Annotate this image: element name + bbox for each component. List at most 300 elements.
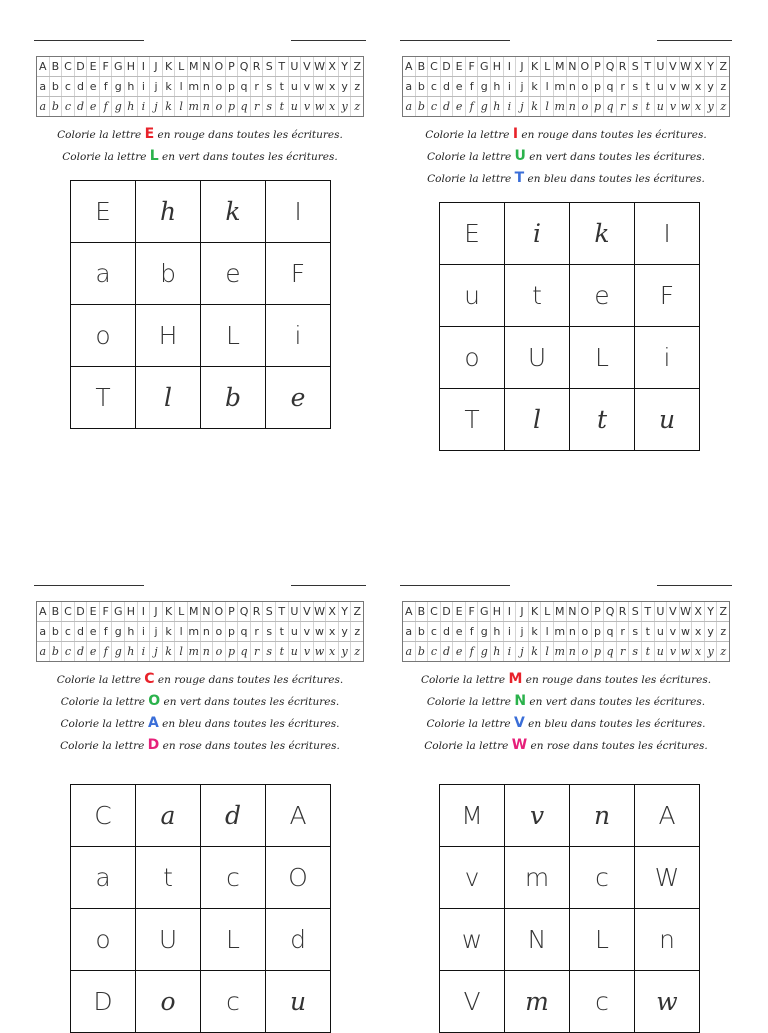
alphabet-letter: v — [301, 642, 314, 661]
grid-cell[interactable]: u — [635, 389, 700, 451]
alphabet-letter: b — [416, 97, 429, 116]
alphabet-letter: h — [125, 97, 138, 116]
alphabet-letter: e — [87, 622, 100, 641]
alphabet-letter: I — [504, 602, 517, 621]
alphabet-letter: c — [62, 642, 75, 661]
instruction-text: en rouge dans toutes les écritures. — [522, 674, 712, 686]
alphabet-row-lowercase — [37, 77, 363, 97]
grid-cell[interactable]: D — [71, 971, 136, 1033]
alphabet-letter: j — [516, 77, 529, 96]
alphabet-letter: x — [692, 642, 705, 661]
grid-cell[interactable]: L — [570, 909, 635, 971]
alphabet-letter: D — [75, 57, 88, 76]
alphabet-letter: B — [50, 57, 63, 76]
alphabet-letter: z — [354, 625, 361, 638]
alphabet-letter: p — [592, 77, 605, 96]
alphabet-letter: a — [403, 77, 416, 96]
grid-row — [440, 971, 700, 1033]
alphabet-letter: y — [339, 622, 352, 641]
alphabet-letter: v — [667, 77, 680, 96]
grid-cell[interactable]: T — [71, 367, 136, 429]
alphabet-letter: C — [428, 602, 441, 621]
alphabet-letter: p — [226, 622, 239, 641]
instruction-text: Colorie la lettre — [420, 674, 509, 686]
grid-cell[interactable]: h — [136, 181, 201, 243]
alphabet-letter: z — [354, 100, 361, 113]
alphabet-letter: r — [251, 77, 264, 96]
alphabet-letter: z — [354, 80, 361, 93]
name-date-lines — [396, 575, 736, 589]
grid-cell[interactable]: A — [266, 785, 331, 847]
alphabet-letter: A — [37, 57, 50, 76]
instruction-text: Colorie la lettre — [60, 718, 148, 730]
grid-cell[interactable]: n — [635, 909, 700, 971]
alphabet-letter: Y — [339, 602, 352, 621]
alphabet-letter: d — [75, 642, 88, 661]
letter-grid — [439, 202, 700, 451]
grid-cell[interactable]: u — [266, 971, 331, 1033]
alphabet-letter: y — [705, 642, 718, 661]
instruction-text: Colorie la lettre — [426, 696, 515, 708]
alphabet-letter: e — [453, 77, 466, 96]
alphabet-letter: m — [188, 642, 201, 661]
grid-cell[interactable]: w — [440, 909, 505, 971]
alphabet-letter: x — [692, 622, 705, 641]
alphabet-row-lowercase — [403, 77, 729, 97]
grid-cell[interactable]: F — [635, 265, 700, 327]
grid-cell[interactable]: L — [201, 909, 266, 971]
grid-cell[interactable]: b — [136, 243, 201, 305]
alphabet-letter: q — [604, 642, 617, 661]
instruction-text: Colorie la lettre — [425, 129, 513, 141]
alphabet-letter: e — [87, 77, 100, 96]
alphabet-letter: P — [592, 602, 605, 621]
instruction-line — [396, 167, 736, 189]
grid-row — [440, 389, 700, 451]
letter-grid — [70, 784, 331, 1033]
alphabet-letter: R — [251, 602, 264, 621]
alphabet-letter: w — [314, 622, 327, 641]
grid-cell[interactable]: t — [570, 389, 635, 451]
alphabet-letter: s — [263, 77, 276, 96]
alphabet-letter: g — [478, 642, 491, 661]
alphabet-letter: o — [213, 642, 226, 661]
alphabet-letter: z — [354, 645, 361, 658]
alphabet-letter: F — [466, 602, 479, 621]
alphabet-letter: T — [276, 602, 289, 621]
instruction-text: en vert dans toutes les écritures. — [160, 696, 340, 708]
name-line[interactable] — [34, 40, 144, 41]
alphabet-letter: y — [705, 77, 718, 96]
alphabet-letter: m — [554, 77, 567, 96]
date-line[interactable] — [291, 40, 366, 41]
grid-cell[interactable]: k — [201, 181, 266, 243]
alphabet-letter: m — [188, 97, 201, 116]
alphabet-letter: T — [642, 602, 655, 621]
instruction-line — [396, 734, 736, 756]
alphabet-letter: e — [453, 97, 466, 116]
alphabet-letter: k — [529, 77, 542, 96]
instruction-text: en vert dans toutes les écritures. — [526, 696, 706, 708]
grid-cell[interactable]: V — [440, 971, 505, 1033]
alphabet-letter: k — [529, 642, 542, 661]
alphabet-letter: q — [604, 622, 617, 641]
target-letter: U — [514, 148, 526, 164]
grid-row — [440, 909, 700, 971]
alphabet-letter: I — [504, 57, 517, 76]
alphabet-letter: y — [339, 77, 352, 96]
alphabet-letter: U — [655, 57, 668, 76]
alphabet-letter: r — [251, 622, 264, 641]
alphabet-letter: q — [604, 97, 617, 116]
alphabet-letter: T — [276, 57, 289, 76]
alphabet-letter: U — [289, 57, 302, 76]
alphabet-letter: P — [226, 57, 239, 76]
grid-cell[interactable]: m — [505, 847, 570, 909]
alphabet-letter: u — [289, 97, 302, 116]
alphabet-letter: i — [504, 622, 517, 641]
instruction-line — [396, 145, 736, 167]
alphabet-letter: x — [326, 77, 339, 96]
alphabet-letter: G — [112, 57, 125, 76]
grid-row — [440, 847, 700, 909]
alphabet-letter: D — [441, 602, 454, 621]
alphabet-letter: P — [592, 57, 605, 76]
instruction-text: en rose dans toutes les écritures. — [527, 740, 708, 752]
grid-cell[interactable]: e — [201, 243, 266, 305]
instruction-text: Colorie la lettre — [426, 718, 514, 730]
target-letter: N — [514, 693, 527, 709]
instructions — [30, 123, 370, 167]
alphabet-strip — [402, 601, 730, 662]
alphabet-letter: v — [667, 97, 680, 116]
instruction-text: en rouge dans toutes les écritures. — [518, 129, 707, 141]
alphabet-letter: t — [642, 77, 655, 96]
alphabet-letter: n — [567, 77, 580, 96]
grid-cell[interactable]: A — [635, 785, 700, 847]
instruction-text: Colorie la lettre — [427, 151, 515, 163]
letter-grid — [70, 180, 331, 429]
alphabet-letter: a — [403, 97, 416, 116]
instruction-line — [30, 145, 370, 167]
target-letter: D — [147, 737, 160, 753]
grid-cell[interactable]: d — [266, 909, 331, 971]
alphabet-letter: W — [680, 602, 693, 621]
alphabet-letter: y — [705, 97, 718, 116]
alphabet-letter: z — [720, 625, 727, 638]
instruction-line — [30, 734, 370, 756]
grid-cell[interactable]: M — [440, 785, 505, 847]
alphabet-letter: V — [667, 57, 680, 76]
alphabet-letter: J — [150, 57, 163, 76]
alphabet-letter: r — [617, 77, 630, 96]
alphabet-letter: h — [491, 97, 504, 116]
alphabet-letter: K — [163, 602, 176, 621]
alphabet-letter: m — [554, 97, 567, 116]
grid-cell[interactable]: E — [440, 203, 505, 265]
alphabet-letter: h — [491, 622, 504, 641]
alphabet-letter: S — [629, 57, 642, 76]
grid-cell[interactable]: U — [136, 909, 201, 971]
alphabet-letter: U — [655, 602, 668, 621]
grid-cell[interactable]: U — [505, 327, 570, 389]
alphabet-letter: g — [112, 622, 125, 641]
alphabet-letter: s — [263, 97, 276, 116]
instruction-text: en bleu dans toutes les écritures. — [524, 173, 705, 185]
grid-cell[interactable]: e — [570, 265, 635, 327]
grid-cell[interactable]: a — [71, 243, 136, 305]
alphabet-letter: C — [62, 602, 75, 621]
alphabet-letter: z — [720, 80, 727, 93]
grid-cell[interactable]: o — [136, 971, 201, 1033]
instruction-text: Colorie la lettre — [60, 740, 148, 752]
alphabet-letter: F — [466, 57, 479, 76]
alphabet-letter: f — [100, 77, 113, 96]
grid-cell[interactable]: n — [570, 785, 635, 847]
grid-row — [71, 785, 331, 847]
grid-cell[interactable]: b — [201, 367, 266, 429]
alphabet-letter: z — [720, 100, 727, 113]
alphabet-letter: u — [289, 77, 302, 96]
grid-cell[interactable]: C — [71, 785, 136, 847]
alphabet-letter: J — [516, 57, 529, 76]
alphabet-letter: n — [567, 97, 580, 116]
alphabet-letter: x — [326, 97, 339, 116]
grid-cell[interactable]: i — [505, 203, 570, 265]
alphabet-letter: A — [403, 57, 416, 76]
grid-cell[interactable]: T — [440, 389, 505, 451]
alphabet-letter: i — [138, 642, 151, 661]
target-letter: C — [144, 671, 155, 687]
alphabet-letter: L — [541, 602, 554, 621]
grid-cell[interactable]: t — [136, 847, 201, 909]
alphabet-row-uppercase — [37, 57, 363, 77]
alphabet-letter: K — [163, 57, 176, 76]
instruction-line — [396, 712, 736, 734]
instruction-text: Colorie la lettre — [62, 151, 150, 163]
alphabet-letter: W — [680, 57, 693, 76]
alphabet-letter: R — [251, 57, 264, 76]
target-letter: T — [514, 170, 525, 186]
alphabet-letter: d — [75, 622, 88, 641]
alphabet-letter: o — [579, 77, 592, 96]
grid-cell[interactable]: l — [136, 367, 201, 429]
grid-row — [71, 909, 331, 971]
alphabet-letter: H — [491, 602, 504, 621]
alphabet-letter: i — [138, 77, 151, 96]
grid-cell[interactable]: E — [71, 181, 136, 243]
alphabet-letter: o — [579, 642, 592, 661]
grid-cell[interactable]: k — [570, 203, 635, 265]
alphabet-letter: b — [416, 622, 429, 641]
alphabet-letter: t — [276, 77, 289, 96]
grid-row — [440, 203, 700, 265]
instruction-line — [396, 690, 736, 712]
alphabet-letter: F — [100, 602, 113, 621]
target-letter: L — [149, 148, 159, 164]
alphabet-letter: t — [642, 97, 655, 116]
grid-cell[interactable]: o — [71, 305, 136, 367]
grid-row — [71, 305, 331, 367]
grid-cell[interactable]: e — [266, 367, 331, 429]
alphabet-letter: n — [201, 622, 214, 641]
grid-cell[interactable]: l — [505, 389, 570, 451]
alphabet-letter: s — [629, 622, 642, 641]
alphabet-letter: M — [554, 57, 567, 76]
target-letter: A — [147, 715, 159, 731]
alphabet-letter: f — [466, 97, 479, 116]
target-letter: V — [513, 715, 525, 731]
instruction-line — [30, 668, 370, 690]
alphabet-letter: u — [655, 642, 668, 661]
alphabet-letter: E — [87, 602, 100, 621]
alphabet-strip — [36, 601, 364, 662]
alphabet-letter: e — [453, 622, 466, 641]
alphabet-letter: K — [529, 602, 542, 621]
alphabet-letter: G — [478, 57, 491, 76]
alphabet-letter: j — [516, 642, 529, 661]
instructions — [30, 668, 370, 756]
grid-cell[interactable]: m — [505, 971, 570, 1033]
alphabet-letter: e — [87, 642, 100, 661]
alphabet-letter: k — [529, 97, 542, 116]
grid-cell[interactable]: c — [201, 971, 266, 1033]
alphabet-letter: F — [100, 57, 113, 76]
grid-cell[interactable]: i — [266, 305, 331, 367]
alphabet-letter: j — [150, 642, 163, 661]
alphabet-letter: S — [263, 602, 276, 621]
alphabet-letter: D — [441, 57, 454, 76]
alphabet-letter: d — [75, 97, 88, 116]
alphabet-letter: a — [403, 622, 416, 641]
alphabet-letter: D — [75, 602, 88, 621]
alphabet-letter: k — [163, 77, 176, 96]
alphabet-letter: U — [289, 602, 302, 621]
alphabet-letter: p — [226, 642, 239, 661]
name-line[interactable] — [400, 40, 510, 41]
alphabet-letter: X — [692, 57, 705, 76]
alphabet-letter: r — [251, 97, 264, 116]
grid-cell[interactable]: H — [136, 305, 201, 367]
alphabet-letter: b — [50, 77, 63, 96]
alphabet-letter: j — [150, 77, 163, 96]
alphabet-letter: r — [617, 622, 630, 641]
alphabet-letter: p — [226, 97, 239, 116]
alphabet-row-cursive — [403, 642, 729, 661]
alphabet-letter: x — [326, 642, 339, 661]
target-letter: O — [148, 693, 161, 709]
grid-cell[interactable]: c — [570, 971, 635, 1033]
alphabet-letter: N — [567, 602, 580, 621]
date-line[interactable] — [291, 585, 366, 586]
grid-cell[interactable]: c — [201, 847, 266, 909]
name-line[interactable] — [34, 585, 144, 586]
grid-cell[interactable]: L — [201, 305, 266, 367]
grid-cell[interactable]: u — [440, 265, 505, 327]
alphabet-letter: A — [37, 602, 50, 621]
alphabet-letter: s — [263, 642, 276, 661]
alphabet-letter: s — [629, 642, 642, 661]
alphabet-letter: j — [150, 622, 163, 641]
alphabet-letter: w — [314, 642, 327, 661]
alphabet-letter: G — [478, 602, 491, 621]
date-line[interactable] — [657, 40, 732, 41]
grid-row — [440, 785, 700, 847]
grid-cell[interactable]: o — [71, 909, 136, 971]
alphabet-letter: o — [579, 97, 592, 116]
alphabet-letter: f — [100, 97, 113, 116]
grid-cell[interactable]: I — [266, 181, 331, 243]
instruction-text: Colorie la lettre — [427, 173, 515, 185]
alphabet-letter: Y — [705, 57, 718, 76]
grid-cell[interactable]: a — [71, 847, 136, 909]
instruction-text: Colorie la lettre — [57, 129, 145, 141]
alphabet-letter: Z — [353, 60, 362, 73]
alphabet-letter: c — [62, 622, 75, 641]
name-date-lines — [396, 30, 736, 44]
grid-cell[interactable]: d — [201, 785, 266, 847]
alphabet-letter: w — [680, 97, 693, 116]
alphabet-letter: Z — [353, 605, 362, 618]
alphabet-letter: v — [301, 77, 314, 96]
alphabet-letter: d — [441, 77, 454, 96]
alphabet-letter: L — [175, 602, 188, 621]
alphabet-letter: I — [138, 57, 151, 76]
grid-cell[interactable]: i — [635, 327, 700, 389]
alphabet-row-uppercase — [403, 57, 729, 77]
instruction-text: en vert dans toutes les écritures. — [525, 151, 705, 163]
alphabet-letter: f — [466, 622, 479, 641]
alphabet-letter: I — [138, 602, 151, 621]
alphabet-letter: l — [541, 77, 554, 96]
alphabet-letter: c — [428, 622, 441, 641]
instruction-text: en vert dans toutes les écritures. — [158, 151, 338, 163]
date-line[interactable] — [657, 585, 732, 586]
alphabet-letter: x — [692, 77, 705, 96]
target-letter: M — [508, 671, 523, 687]
alphabet-letter: t — [642, 642, 655, 661]
alphabet-letter: X — [326, 57, 339, 76]
grid-cell[interactable]: F — [266, 243, 331, 305]
grid-cell[interactable]: v — [440, 847, 505, 909]
grid-cell[interactable]: O — [266, 847, 331, 909]
grid-cell[interactable]: L — [570, 327, 635, 389]
grid-cell[interactable]: t — [505, 265, 570, 327]
alphabet-letter: l — [541, 622, 554, 641]
alphabet-letter: O — [213, 602, 226, 621]
alphabet-letter: O — [579, 57, 592, 76]
grid-cell[interactable]: o — [440, 327, 505, 389]
grid-cell[interactable]: N — [505, 909, 570, 971]
grid-cell[interactable]: w — [635, 971, 700, 1033]
alphabet-strip — [36, 56, 364, 117]
alphabet-letter: q — [238, 642, 251, 661]
grid-cell[interactable]: v — [505, 785, 570, 847]
alphabet-letter: X — [326, 602, 339, 621]
alphabet-letter: B — [50, 602, 63, 621]
grid-cell[interactable]: I — [635, 203, 700, 265]
grid-cell[interactable]: a — [136, 785, 201, 847]
alphabet-letter: b — [50, 97, 63, 116]
grid-cell[interactable]: c — [570, 847, 635, 909]
grid-cell[interactable]: W — [635, 847, 700, 909]
alphabet-letter: o — [579, 622, 592, 641]
grid-row — [440, 265, 700, 327]
name-line[interactable] — [400, 585, 510, 586]
alphabet-letter: z — [720, 645, 727, 658]
instruction-text: en rouge dans toutes les écritures. — [154, 129, 343, 141]
instructions — [396, 668, 736, 756]
